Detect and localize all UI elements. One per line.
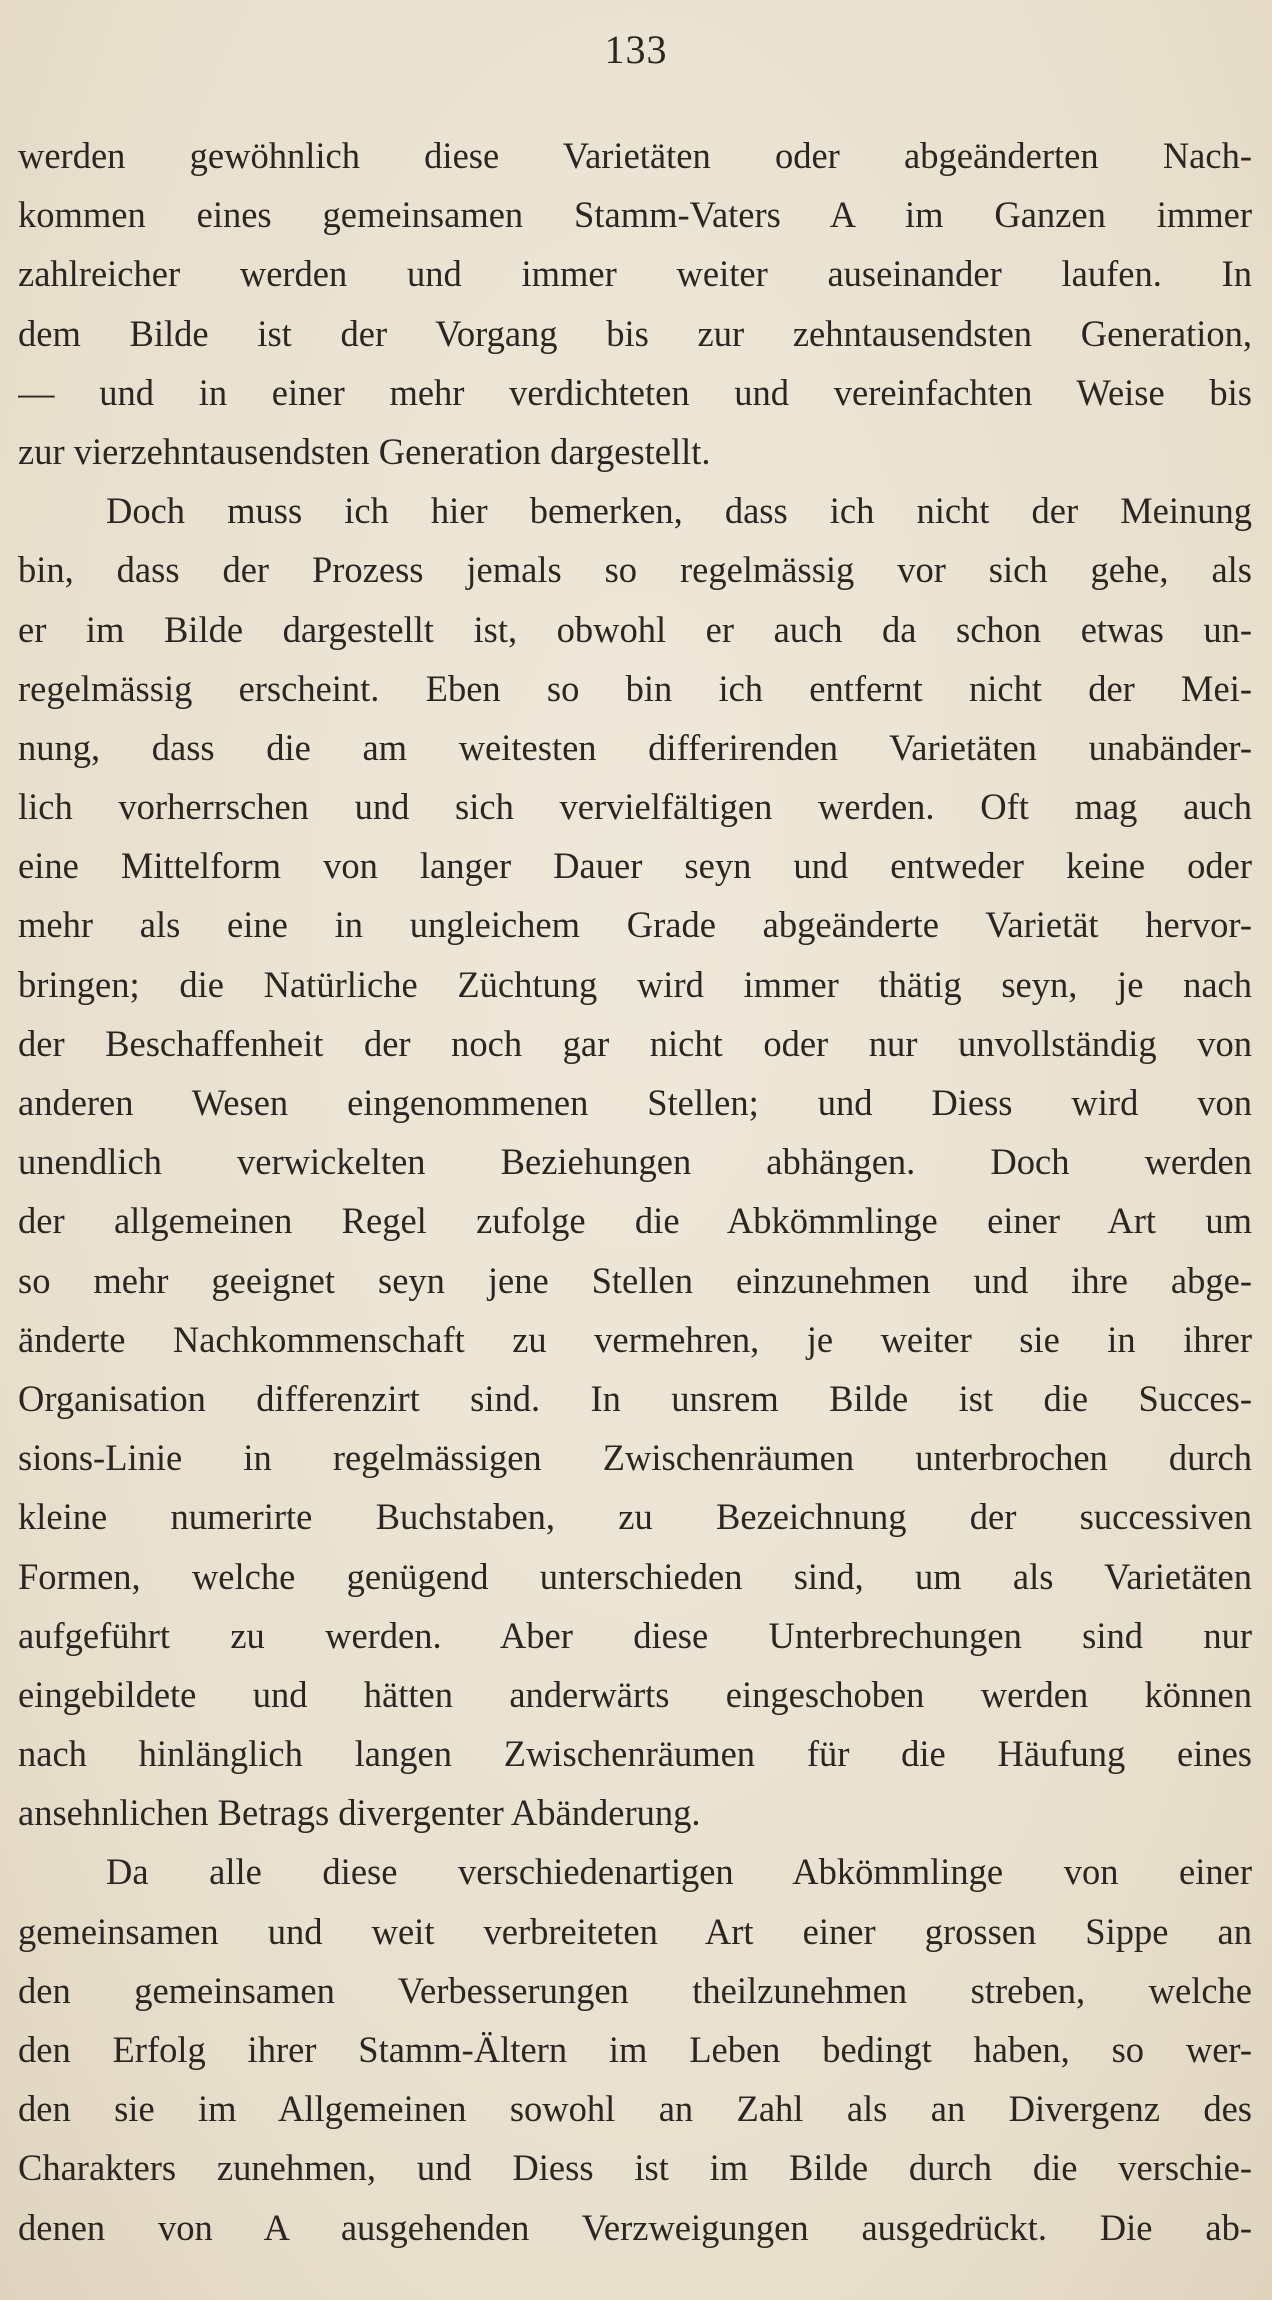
- text-line: dem Bilde ist der Vorgang bis zur zehntausendsten Generation,: [18, 312, 1252, 354]
- page-number: 133: [604, 27, 668, 72]
- text-line: eine Mittelform von langer Dauer seyn und entweder keine oder: [18, 845, 1252, 887]
- text-line: Doch muss ich hier bemerken, dass ich nicht der Meinung: [106, 490, 1252, 532]
- text-line: Charakters zunehmen, und Diess ist im Bilde durch die verschie-: [18, 2147, 1252, 2189]
- text-line: aufgeführt zu werden. Aber diese Unterbrechungen sind nur: [18, 1614, 1252, 1656]
- text-line: lich vorherrschen und sich vervielfältigen werden. Oft mag auch: [18, 786, 1252, 828]
- text-line: Organisation differenzirt sind. In unsrem Bilde ist die Succes-: [18, 1377, 1252, 1419]
- body-text: [18, 126, 1252, 2257]
- text-line: änderte Nachkommenschaft zu vermehren, je weiter sie in ihrer: [18, 1318, 1252, 1360]
- text-line: den sie im Allgemeinen sowohl an Zahl als an Divergenz des: [18, 2088, 1252, 2130]
- text-line: denen von A ausgehenden Verzweigungen ausgedrückt. Die ab-: [18, 2206, 1252, 2248]
- text-line: ansehnlichen Betrags divergenter Abänderung.: [18, 1792, 701, 1834]
- text-line: den gemeinsamen Verbesserungen theilzunehmen streben, welche: [18, 1969, 1252, 2011]
- text-line: anderen Wesen eingenommenen Stellen; und Diess wird von: [18, 1082, 1252, 1123]
- text-line: kommen eines gemeinsamen Stamm-Vaters A im Ganzen immer: [18, 194, 1252, 236]
- text-line: werden gewöhnlich diese Varietäten oder abgeänderten Nach-: [18, 135, 1252, 176]
- text-line: unendlich verwickelten Beziehungen abhängen. Doch werden: [18, 1141, 1252, 1183]
- text-line: nach hinlänglich langen Zwischenräumen für die Häufung eines: [18, 1733, 1252, 1775]
- text-line: zur vierzehntausendsten Generation dargestellt.: [18, 430, 711, 472]
- text-line: — und in einer mehr verdichteten und vereinfachten Weise bis: [18, 371, 1252, 413]
- text-line: Da alle diese verschiedenartigen Abkömmlinge von einer: [106, 1851, 1252, 1893]
- text-line: kleine numerirte Buchstaben, zu Bezeichnung der successiven: [18, 1496, 1252, 1538]
- text-line: mehr als eine in ungleichem Grade abgeänderte Varietät hervor-: [18, 904, 1252, 946]
- text-line: er im Bilde dargestellt ist, obwohl er auch da schon etwas un-: [18, 608, 1252, 650]
- text-line: sions-Linie in regelmässigen Zwischenräumen unterbrochen durch: [18, 1437, 1252, 1479]
- text-line: Formen, welche genügend unterschieden sind, um als Varietäten: [18, 1555, 1252, 1597]
- text-line: der allgemeinen Regel zufolge die Abkömmlinge einer Art um: [18, 1200, 1252, 1242]
- text-line: nung, dass die am weitesten differirenden Varietäten unabänder-: [18, 726, 1252, 768]
- text-line: den Erfolg ihrer Stamm-Ältern im Leben bedingt haben, so wer-: [18, 2029, 1252, 2070]
- text-line: so mehr geeignet seyn jene Stellen einzunehmen und ihre abge-: [18, 1259, 1252, 1301]
- text-line: bin, dass der Prozess jemals so regelmässig vor sich gehe, als: [18, 549, 1252, 591]
- text-line: zahlreicher werden und immer weiter auseinander laufen. In: [18, 253, 1252, 295]
- text-line: regelmässig erscheint. Eben so bin ich entfernt nicht der Mei-: [18, 667, 1252, 709]
- text-line: eingebildete und hätten anderwärts eingeschoben werden können: [18, 1673, 1252, 1715]
- text-line: der Beschaffenheit der noch gar nicht oder nur unvollständig von: [18, 1022, 1252, 1064]
- text-line: gemeinsamen und weit verbreiteten Art einer grossen Sippe an: [18, 1910, 1252, 1952]
- text-line: bringen; die Natürliche Züchtung wird immer thätig seyn, je nach: [18, 963, 1252, 1005]
